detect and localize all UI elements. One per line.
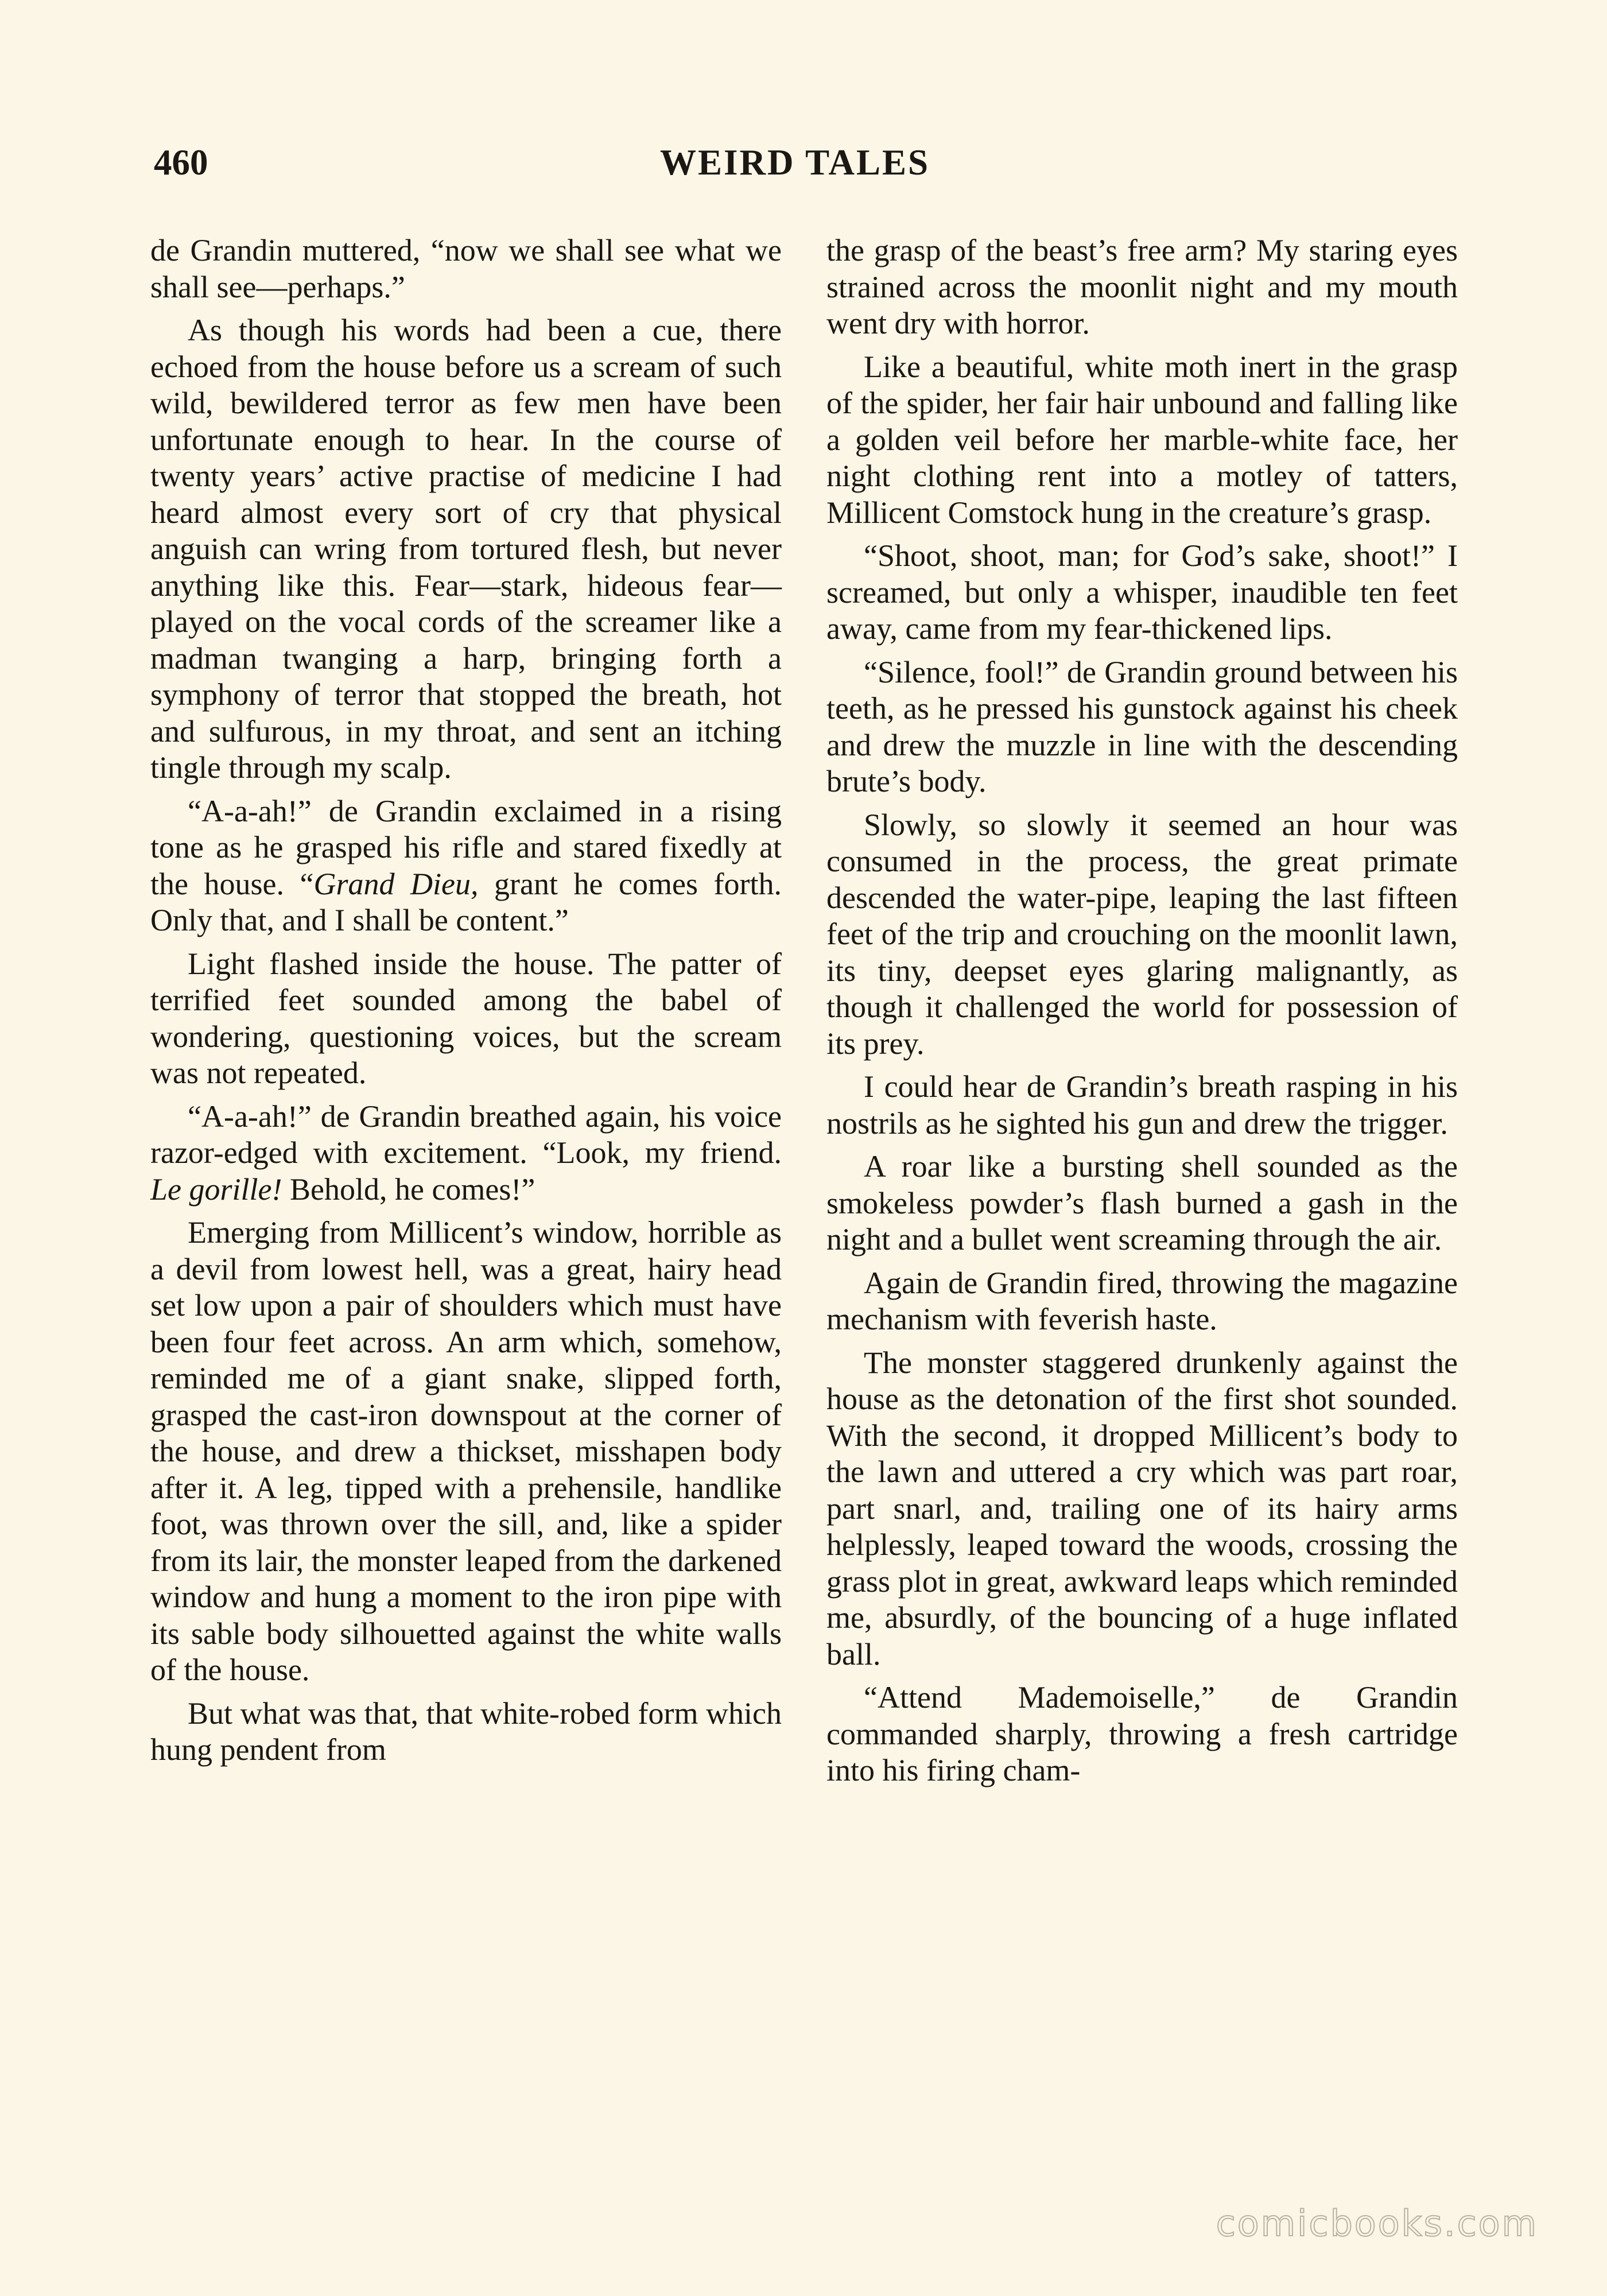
page-number: 460	[154, 142, 208, 183]
paragraph: Light flashed inside the house. The patter of terrified feet sounded among the babel of wondering, questioning voices, but the scream was not repeated.	[150, 946, 782, 1090]
italic-phrase: Grand Dieu,	[313, 866, 479, 901]
paragraph	[150, 793, 782, 939]
watermark: comicbooks.com	[1216, 2202, 1538, 2244]
paragraph-text: Behold, he comes!”	[282, 1172, 535, 1207]
paragraph: Slowly, so slowly it seemed an hour was consumed in the process, the great primate descended the water-pipe, leaping the last fifteen feet of the trip and crouching on the moonlit lawn, its tiny, deepset eyes glaring malignantly, as though it challenged the world for possession of its prey.	[826, 807, 1458, 1061]
right-column	[826, 232, 1458, 1789]
paragraph-text: “A-a-ah!” de Grandin exclaimed in a rising tone as he grasped his rifle and stared fixedly at the house. “	[150, 793, 782, 901]
left-column	[150, 232, 782, 1768]
paragraph: “Silence, fool!” de Grandin ground between his teeth, as he pressed his gunstock against his cheek and drew the muzzle in line with the descending brute’s body.	[826, 654, 1458, 798]
paragraph: The monster staggered drunkenly against the house as the detonation of the first shot sounded. With the second, it dropped Millicent’s body to the lawn and uttered a cry which was part roar, part snarl, and, trailing one of its hairy arms helplessly, leaped toward the woods, crossing the grass plot in great, awkward leaps which reminded me, absurdly, of the bouncing of a huge inflated ball.	[826, 1345, 1458, 1671]
paragraph: As though his words had been a cue, there echoed from the house before us a scream of such wild, bewildered terror as few men have been unfortunate enough to hear. In the course of twenty years’ active practise of medicine I had heard almost every sort of cry that physical anguish can wring from tortured flesh, but never anything like this. Fear—stark, hideous fear—played on the vocal cords of the screamer like a madman twanging a harp, bringing forth a symphony of terror that stopped the breath, hot and sulfurous, in my throat, and sent an itching tingle through my scalp.	[150, 313, 782, 785]
paragraph: “Shoot, shoot, man; for God’s sake, shoot!” I screamed, but only a whisper, inaudible ten feet away, came from my fear-thickened lips.	[826, 538, 1458, 646]
paragraph-text: grant he comes forth. Only that, and I shall be content.”	[150, 866, 782, 937]
paragraph: But what was that, that white-robed form which hung pendent from	[150, 1696, 782, 1767]
paragraph: de Grandin muttered, “now we shall see what we shall see—perhaps.”	[150, 233, 782, 304]
running-head: WEIRD TALES	[660, 142, 930, 183]
paragraph-text: “A-a-ah!” de Grandin breathed again, his voice razor-edged with excitement. “Look, my friend.	[150, 1099, 782, 1170]
paragraph: I could hear de Grandin’s breath rasping in his nostrils as he sighted his gun and drew the trigger.	[826, 1069, 1458, 1141]
paragraph: Again de Grandin fired, throwing the magazine mechanism with feverish haste.	[826, 1265, 1458, 1336]
italic-phrase: Le gorille!	[150, 1172, 282, 1207]
paragraph	[150, 1099, 782, 1208]
paragraph: Emerging from Millicent’s window, horrible as a devil from lowest hell, was a great, hairy head set low upon a pair of shoulders which must have been four feet across. An arm which, somehow, reminded me of a giant snake, slipped forth, grasped the cast-iron downspout at the corner of the house, and drew a thickset, misshapen body after it. A leg, tipped with a prehensile, handlike foot, was thrown over the sill, and, like a spider from its lair, the monster leaped from the darkened window and hung a moment to the iron pipe with its sable body silhouetted against the white walls of the house.	[150, 1215, 782, 1687]
paragraph: “Attend Mademoiselle,” de Grandin commanded sharply, throwing a fresh cartridge into his firing cham-	[826, 1680, 1458, 1787]
paragraph: Like a beautiful, white moth inert in the grasp of the spider, her fair hair unbound and falling like a golden veil before her marble-white face, her night clothing rent into a motley of tatters, Millicent Comstock hung in the creature’s grasp.	[826, 349, 1458, 530]
paragraph: A roar like a bursting shell sounded as the smokeless powder’s flash burned a gash in the night and a bullet went screaming through the air.	[826, 1149, 1458, 1256]
paragraph: the grasp of the beast’s free arm? My staring eyes strained across the moonlit night and my mouth went dry with horror.	[826, 233, 1458, 340]
